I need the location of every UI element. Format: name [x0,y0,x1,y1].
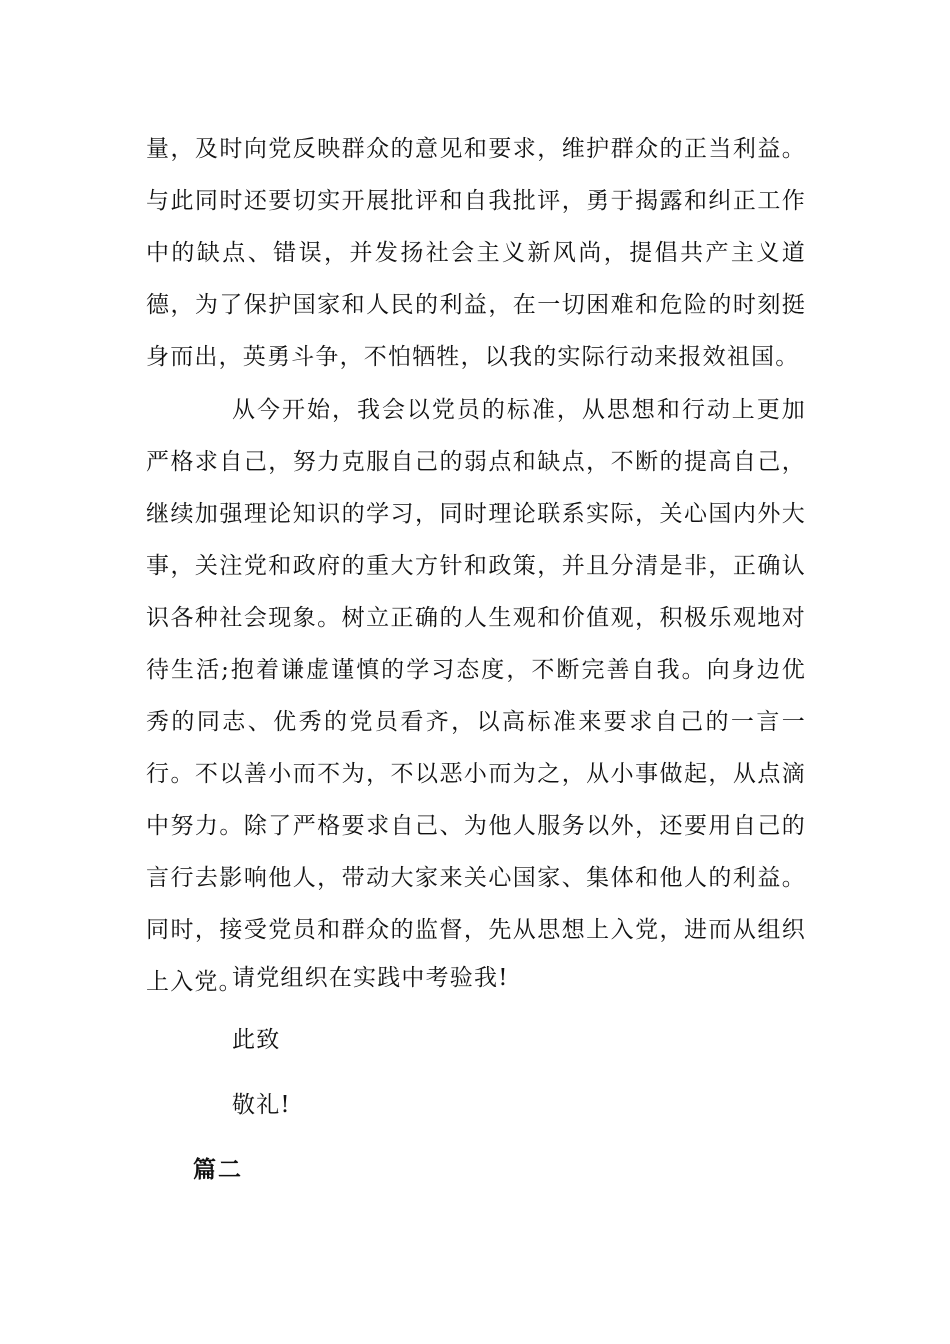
body-paragraph-1: 量，及时向党反映群众的意见和要求，维护群众的正当利益。与此同时还要切实开展批评和自我批评，勇于揭露和纠正工作中的缺点、错误，并发扬社会主义新风尚，提倡共产主义道德，为了保护国家和人民的利益，在一切困难和危险的时刻挺身而出，英勇斗争，不怕牺牲，以我的实际行动来报效祖国。 [146,136,806,370]
body-paragraph-2: 从今开始，我会以党员的标准，从思想和行动上更加严格求自己，努力克服自己的弱点和缺点，不断的提高自己，继续加强理论知识的学习，同时理论联系实际，关心国内外大事，关注党和政府的重大方针和政策，并且分清是非，正确认识各种社会现象。树立正确的人生观和价值观，积极乐观地对待生活;抱着谦虚谨慎的学习态度，不断完善自我。向身边优秀的同志、优秀的党员看齐，以高标准来要求自己的一言一行。不以善小而不为，不以恶小而为之，从小事做起，从点滴中努力。除了严格要求自己、为他人服务以外，还要用自己的言行去影响他人，带动大家来关心国家、集体和他人的利益。同时，接受党员和群众的监督，先从思想上入党，进而从组织上入党。 [146,397,806,995]
closing-request: 请党组织在实践中考验我! [232,965,509,991]
closing-salutation: 此致 [232,1027,281,1053]
closing-regards: 敬礼! [232,1092,291,1118]
section-heading: 篇二 [193,1156,243,1183]
